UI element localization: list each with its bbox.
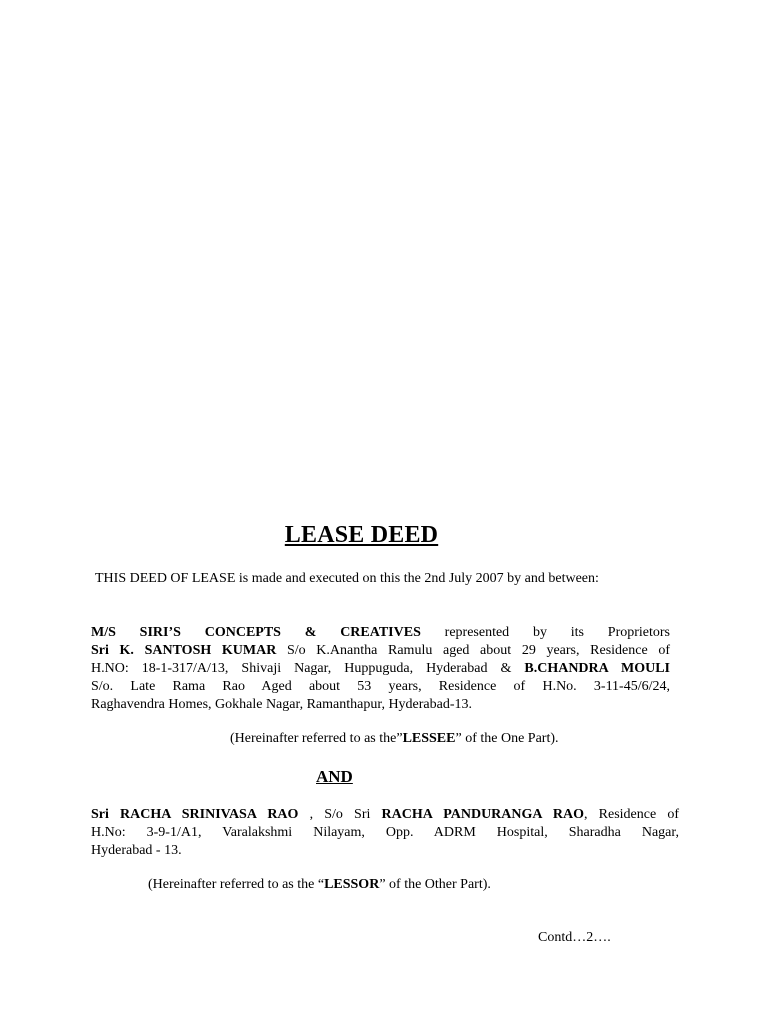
lessor-father-name: RACHA PANDURANGA RAO bbox=[381, 807, 584, 822]
lessee-term: LESSEE bbox=[402, 731, 456, 746]
lessor-line-3: Hyderabad - 13. bbox=[91, 843, 182, 858]
lessor-term: LESSOR bbox=[324, 877, 380, 892]
lessee-line-4: S/o. Late Rama Rao Aged about 53 years, Residence of H.No. 3-11-45/6/24, bbox=[91, 679, 670, 694]
lessee-line-1 bbox=[91, 624, 670, 642]
lessee-role-prefix: (Hereinafter referred to as the” bbox=[230, 731, 403, 746]
lessor-party-paragraph bbox=[91, 806, 679, 860]
lessor-residence-text: , Residence of bbox=[584, 807, 679, 822]
lessee-line-5: Raghavendra Homes, Gokhale Nagar, Ramanthapur, Hyderabad-13. bbox=[91, 697, 473, 712]
lessee-line-2 bbox=[91, 642, 670, 660]
lessee-role-suffix: ” of the One Part). bbox=[455, 731, 559, 746]
firm-name: M/S SIRI’S CONCEPTS & CREATIVES bbox=[91, 625, 421, 640]
and-heading: AND bbox=[316, 767, 353, 786]
lessee-party-paragraph bbox=[91, 624, 670, 714]
proprietor-1-address: H.NO: 18-1-317/A/13, Shivaji Nagar, Huppuguda, Hyderabad & bbox=[91, 661, 512, 676]
lessor-line-1 bbox=[91, 806, 679, 824]
lessee-role-line bbox=[230, 731, 559, 747]
lessor-role-line bbox=[148, 877, 491, 893]
proprietor-1-name: Sri K. SANTOSH KUMAR bbox=[91, 643, 277, 658]
lessor-role-suffix: ” of the Other Part). bbox=[379, 877, 491, 892]
lessor-line-2: H.No: 3-9-1/A1, Varalakshmi Nilayam, Opp. ADRM Hospital, Sharadha Nagar, bbox=[91, 825, 679, 840]
lessor-role-prefix: (Hereinafter referred to as the “ bbox=[148, 877, 325, 892]
intro-paragraph: THIS DEED OF LEASE is made and executed on this the 2nd July 2007 by and between: bbox=[95, 571, 599, 586]
proprietor-2-name: B.CHANDRA MOULI bbox=[524, 661, 670, 676]
lessor-relation: , S/o Sri bbox=[298, 807, 382, 822]
document-title: LEASE DEED bbox=[284, 522, 439, 548]
lessee-line-3 bbox=[91, 660, 670, 678]
continued-note: Contd…2…. bbox=[538, 930, 611, 945]
lessor-name: Sri RACHA SRINIVASA RAO bbox=[91, 807, 299, 822]
proprietor-1-details: S/o K.Anantha Ramulu aged about 29 years, Residence of bbox=[286, 643, 671, 658]
firm-represented-text: represented by its Proprietors bbox=[444, 625, 670, 640]
